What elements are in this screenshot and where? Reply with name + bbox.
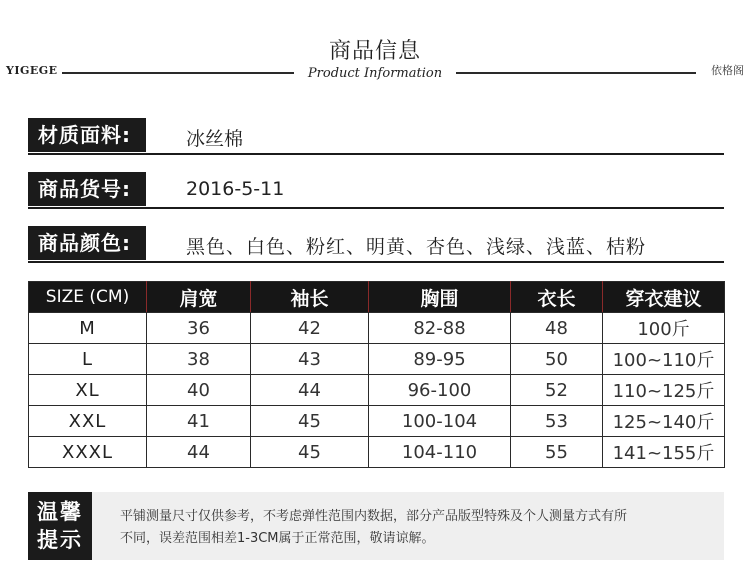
- size-table-header-row: [29, 282, 725, 313]
- size-cell: L: [29, 344, 147, 375]
- color-value: 黑色、白色、粉红、明黄、杏色、浅绿、浅蓝、桔粉: [186, 236, 647, 258]
- warm-tip-label-line2: 提示: [37, 528, 83, 552]
- chest-cell: 104-110: [369, 437, 511, 468]
- table-row: [29, 313, 725, 344]
- shoulder-cell: 41: [147, 406, 251, 437]
- warm-tip-text-line1: 平铺测量尺寸仅供参考，不考虑弹性范围内数据，部分产品版型特殊及个人测量方式有所: [120, 509, 628, 524]
- chest-cell: 100-104: [369, 406, 511, 437]
- table-row: [29, 437, 725, 468]
- header-weight-advice: 穿衣建议: [603, 282, 725, 313]
- brand-name-left: YIGEGE: [6, 64, 58, 77]
- page-title: 商品信息: [328, 39, 421, 64]
- warm-tip-label-line1: 温馨: [37, 500, 83, 524]
- header-divider-right: [456, 72, 696, 74]
- weight-advice-cell: 100斤: [603, 313, 725, 344]
- weight-advice-cell: 125~140斤: [603, 406, 725, 437]
- warm-tip-text-line2: 不同，误差范围相差1-3CM属于正常范围，敬请谅解。: [120, 531, 435, 546]
- shoulder-cell: 44: [147, 437, 251, 468]
- size-cell: XL: [29, 375, 147, 406]
- material-value: 冰丝棉: [186, 128, 244, 150]
- table-row: [29, 344, 725, 375]
- header-size: SIZE (CM): [29, 282, 147, 313]
- size-cell: XXXL: [29, 437, 147, 468]
- item-number-label: 商品货号:: [28, 172, 146, 206]
- table-row: [29, 406, 725, 437]
- length-cell: 53: [511, 406, 603, 437]
- shoulder-cell: 36: [147, 313, 251, 344]
- material-label: 材质面料:: [28, 118, 146, 152]
- size-cell: XXL: [29, 406, 147, 437]
- sleeve-cell: 45: [251, 406, 369, 437]
- shoulder-cell: 38: [147, 344, 251, 375]
- table-row: [29, 375, 725, 406]
- chest-cell: 89-95: [369, 344, 511, 375]
- weight-advice-cell: 100~110斤: [603, 344, 725, 375]
- warm-tip-label: [28, 492, 92, 560]
- item-number-value: 2016-5-11: [186, 178, 285, 200]
- page-subtitle: Product Information: [307, 66, 443, 81]
- material-underline: [28, 153, 724, 155]
- size-cell: M: [29, 313, 147, 344]
- item-number-underline: [28, 207, 724, 209]
- weight-advice-cell: 141~155斤: [603, 437, 725, 468]
- size-table: [28, 281, 725, 468]
- chest-cell: 82-88: [369, 313, 511, 344]
- sleeve-cell: 43: [251, 344, 369, 375]
- header-shoulder: 肩宽: [147, 282, 251, 313]
- color-underline: [28, 261, 724, 263]
- sleeve-cell: 44: [251, 375, 369, 406]
- header-sleeve: 袖长: [251, 282, 369, 313]
- sleeve-cell: 45: [251, 437, 369, 468]
- sleeve-cell: 42: [251, 313, 369, 344]
- length-cell: 55: [511, 437, 603, 468]
- header-chest: 胸围: [369, 282, 511, 313]
- length-cell: 52: [511, 375, 603, 406]
- brand-name-right: 依格阁: [711, 64, 744, 77]
- color-label: 商品颜色:: [28, 226, 146, 260]
- weight-advice-cell: 110~125斤: [603, 375, 725, 406]
- header-length: 衣长: [511, 282, 603, 313]
- chest-cell: 96-100: [369, 375, 511, 406]
- warm-tip-text: [120, 506, 710, 550]
- length-cell: 50: [511, 344, 603, 375]
- length-cell: 48: [511, 313, 603, 344]
- shoulder-cell: 40: [147, 375, 251, 406]
